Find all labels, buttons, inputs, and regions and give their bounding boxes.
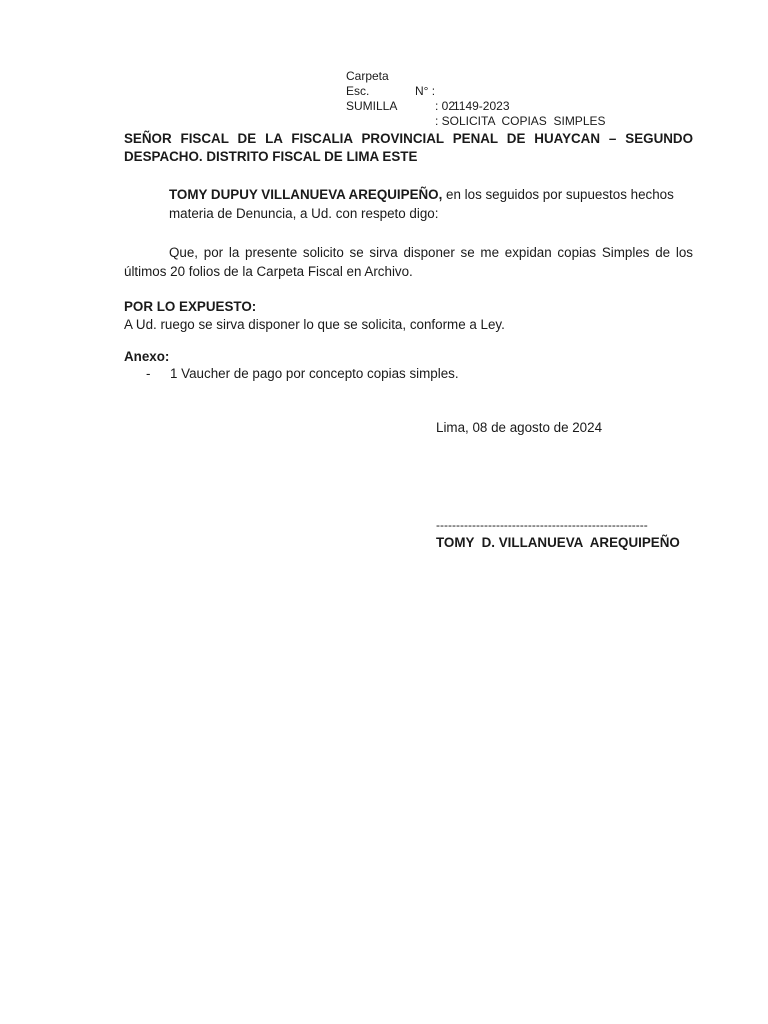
esc-label: Esc. <box>346 84 370 98</box>
request-paragraph <box>124 243 693 281</box>
signature-name: TOMY D. VILLANUEVA AREQUIPEÑO <box>436 535 680 550</box>
list-item-text: 1 Vaucher de pago por concepto copias simples. <box>170 366 459 381</box>
intro-paragraph <box>169 185 693 223</box>
expuesto-text: A Ud. ruego se sirva disponer lo que se solicita, conforme a Ley. <box>124 317 505 332</box>
anexo-heading: Anexo: <box>124 349 170 364</box>
esc-value: : 02 <box>435 99 456 113</box>
intro-text: en los seguidos por supuestos hechos materia de Denuncia, a Ud. con respeto digo: <box>169 187 674 221</box>
petitioner-name: TOMY DUPUY VILLANUEVA AREQUIPEÑO, <box>169 187 443 202</box>
sumilla-label: SUMILLA <box>346 99 398 113</box>
request-text: Que, por la presente solicito se sirva disponer se me expidan copias Simples de los últimos 20 folios de la Carpeta Fiscal en Archivo. <box>124 245 693 279</box>
case-header <box>346 54 606 128</box>
addressee-heading: SEÑOR FISCAL DE LA FISCALIA PROVINCIAL PENAL DE HUAYCAN – SEGUNDO DESPACHO. DISTRITO FISCAL DE LIMA ESTE <box>124 131 693 164</box>
carpeta-number-label: N° : <box>415 84 436 98</box>
list-bullet: - <box>146 366 151 381</box>
document-date: Lima, 08 de agosto de 2024 <box>436 420 603 435</box>
signature-line: ----------------------------------------------------- <box>436 518 648 532</box>
expuesto-heading: POR LO EXPUESTO: <box>124 299 257 314</box>
carpeta-label: Carpeta <box>346 69 389 83</box>
sumilla-value: : SOLICITA COPIAS SIMPLES <box>435 114 606 128</box>
carpeta-number: 1149-2023 <box>453 99 510 113</box>
